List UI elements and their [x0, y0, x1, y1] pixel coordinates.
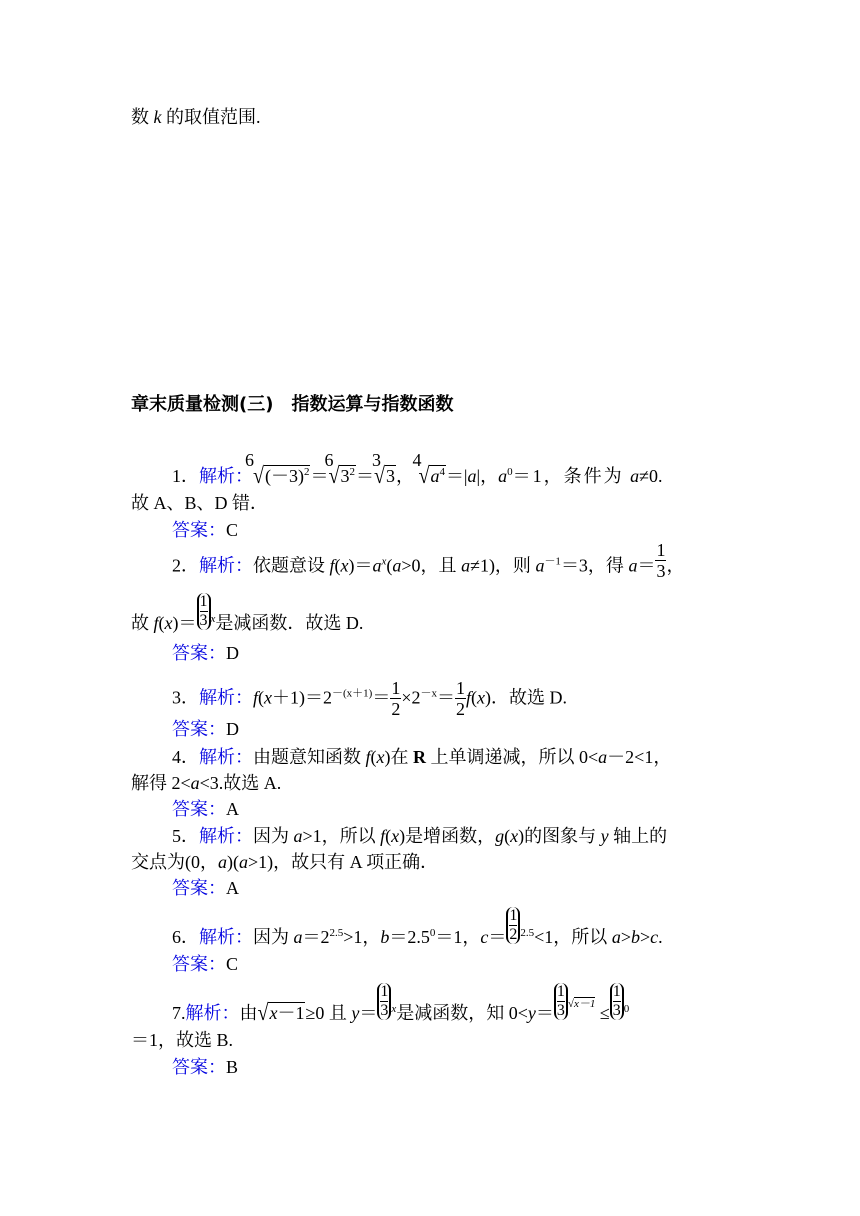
- q1-line1: 1．解析： 6 $√(-3)^2=$ 6 $√3^2=$ 3 √3， 4 $√a^4=|a|$，$a^0=1$，条件为 a≠0.: [172, 450, 663, 489]
- q5-line1: 5．解析：因为 a>1，所以 f(x)是增函数，g(x)的图象与 y 轴上的: [172, 826, 668, 846]
- radical-4: 4 $√a^4$: [412, 450, 445, 489]
- fraction-1-2b: $\frac{1}{2}$: [456, 678, 465, 719]
- radical-6: 6 $√(-3)^2$: [245, 450, 310, 489]
- paren-fraction-1-3: $\frac{1}{3}$: [197, 593, 211, 630]
- radical-x-minus-1: √x－1: [257, 1000, 305, 1026]
- paren-fraction-1-3-b: $\frac{1}{3}$: [554, 983, 568, 1020]
- fraction-1-3: $\frac{1}{3}$: [656, 540, 666, 581]
- q7-line1: 7.解析：由√x－1≥0 且 y＝ $\frac{1}{3}$ $^x$是减函数，知 0<y＝ $\frac{1}{3}$ $^{√x-1}$ ≤ $\frac{1}{3}$ $^0$: [172, 983, 630, 1026]
- q2-line1: 2．解析：依题意设 $f(x)=a^x(a>0$，且 a≠1)，则 $a^{-1}=3$，得 a＝ $\frac{1}{3}$ ，: [172, 540, 685, 581]
- q4-line1: 4．解析：由题意知函数 f(x)在 R 上单调递减，所以 0<a－2<1，: [172, 747, 672, 767]
- q5-line2: 交点为(0，a)(a>1)，故只有 A 项正确．: [131, 852, 439, 872]
- radical-3: 3 √3: [371, 450, 395, 489]
- q7-line2: ＝1，故选 B.: [131, 1030, 234, 1050]
- q7-answer: 答案：B: [172, 1057, 239, 1077]
- q2-answer: 答案：D: [172, 643, 239, 663]
- q4-answer: 答案：A: [172, 799, 239, 819]
- q1-answer: 答案：C: [172, 520, 239, 540]
- q5-answer: 答案：A: [172, 878, 239, 898]
- q1-line2: 故 A、B、D 错．: [131, 493, 269, 513]
- paren-fraction-1-2: $\frac{1}{2}$: [506, 907, 520, 944]
- paren-fraction-1-3-c: $\frac{1}{3}$: [610, 983, 624, 1020]
- paren-fraction-1-3-a: $\frac{1}{3}$: [377, 983, 391, 1020]
- analysis-label: 解析：: [199, 466, 253, 486]
- q4-line2: 解得 2<a<3.故选 A.: [131, 773, 282, 793]
- intro-line: 数 k 的取值范围.: [131, 107, 261, 127]
- q3-line1: 3．解析：$f(x+1)=2^{-(x+1)}=$ $\frac{1}{2}$ $\times 2^{-x}=$ $\frac{1}{2}$ f(x)．故选 D.: [172, 678, 568, 719]
- fraction-1-2: $\frac{1}{2}$: [391, 678, 401, 719]
- q6-line1: 6．解析：因为 $a=2^{2.5}>1$，$b=2.5^0=1$，c＝ $\frac{1}{2}$ $^{2.5}$<1，所以 a>b>c.: [172, 907, 663, 947]
- radical-6b: 6 $√3^2$: [324, 450, 355, 489]
- q3-answer: 答案：D: [172, 719, 239, 739]
- section-heading: 章末质量检测(三) 指数运算与指数函数: [131, 394, 454, 415]
- q6-answer: 答案：C: [172, 954, 239, 974]
- q2-line2: 故 f(x)＝ $\frac{1}{3}$ $^x$是减函数．故选 D.: [131, 593, 364, 633]
